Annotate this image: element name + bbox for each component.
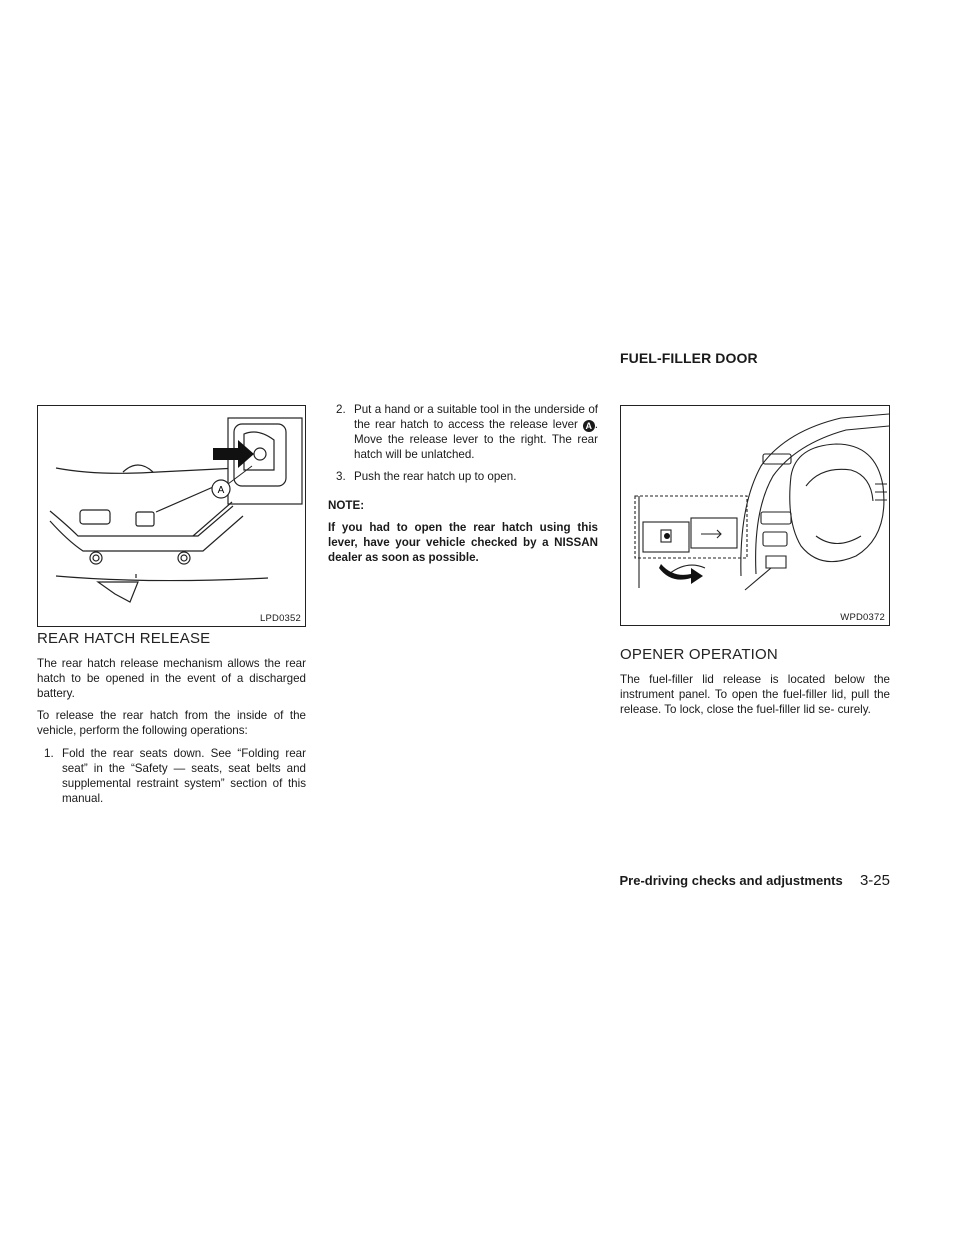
- fuel-filler-heading: FUEL-FILLER DOOR: [620, 350, 758, 366]
- opener-operation-para: The fuel-filler lid release is located below the instrument panel. To open the fuel-filler lid, pull the release. To lock, close the fuel-filler lid se- curely.: [620, 673, 890, 716]
- figure-code-right: WPD0372: [840, 612, 885, 623]
- rear-hatch-figure: [37, 405, 306, 627]
- callout-a-label: A: [217, 485, 225, 496]
- rear-hatch-step-2: [336, 402, 598, 462]
- rear-hatch-para1: The rear hatch release mechanism allows the rear hatch to be opened in the event of a discharged battery.: [37, 657, 306, 700]
- opener-operation-heading: OPENER OPERATION: [620, 646, 778, 663]
- figure-code-left: LPD0352: [259, 613, 301, 624]
- step-number: 2.: [336, 403, 346, 416]
- note-text: If you had to open the rear hatch using this lever, have your vehicle checked by a NISSAN dealer as soon as possible.: [328, 521, 598, 564]
- step-number: 3.: [336, 470, 346, 483]
- step-number: 1.: [44, 747, 54, 760]
- step-text-start: Put a hand or a suitable tool in the underside of the rear hatch to access the release lever: [354, 403, 598, 431]
- step-text: Push the rear hatch up to open.: [354, 470, 517, 483]
- rear-hatch-heading: REAR HATCH RELEASE: [37, 630, 211, 647]
- rear-hatch-step-1: [44, 746, 306, 806]
- page-number: 3-25: [859, 872, 890, 889]
- rear-hatch-step-3: [336, 469, 598, 484]
- rear-hatch-illustration: [38, 406, 307, 628]
- callout-a-marker: A: [583, 420, 595, 432]
- note-label: NOTE:: [328, 499, 365, 512]
- footer-section-title: Pre-driving checks and adjustments: [619, 873, 843, 888]
- page-footer: [560, 872, 890, 889]
- step-text-end: . Move the release lever to the right. The rear hatch will be unlatched.: [354, 418, 598, 461]
- fuel-filler-figure: [620, 405, 890, 626]
- rear-hatch-para2: To release the rear hatch from the inside of the vehicle, perform the following operations:: [37, 709, 306, 737]
- fuel-filler-illustration: [621, 406, 891, 627]
- step-text: Fold the rear seats down. See “Folding rear seat” in the “Safety — seats, seat belts and supplemental restraint system” section of this manual.: [62, 747, 306, 805]
